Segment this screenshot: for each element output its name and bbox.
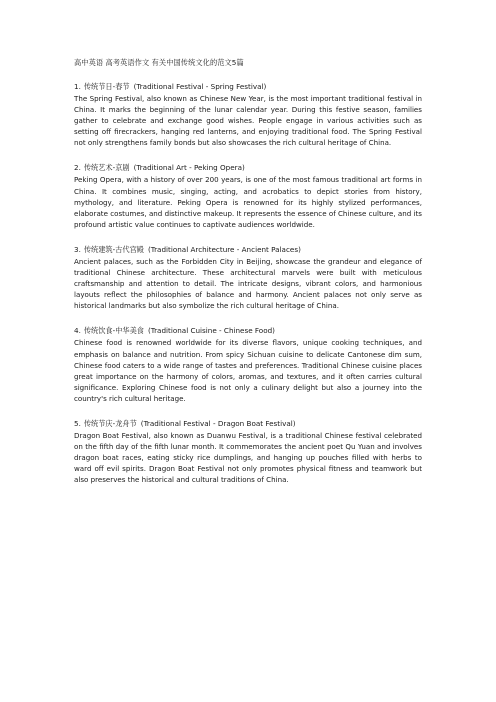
section-body: The Spring Festival, also known as Chinese New Year, is the most important traditional festival in China. It marks the beginning of the lunar calendar year. During this festive season, families gather to celebrate and exchange good wishes. People engage in various activities such as setting off firecrackers, hanging red lanterns, and enjoying traditional food. The Spring Festival not only strengthens family bonds but also showcases the rich cultural heritage of China. <box>74 94 422 148</box>
section-number: 4. <box>74 326 81 336</box>
section-number: 5. <box>74 418 81 428</box>
document-title: 高中英语 高考英语作文 有关中国传统文化的范文5篇 <box>74 58 244 67</box>
section-number: 2. <box>74 163 81 173</box>
document-page <box>74 58 422 500</box>
section-body: Peking Opera, with a history of over 200 years, is one of the most famous traditional art forms in China. It combines music, singing, acting, and acrobatics to depict stories from history, mythology, and literature. Peking Opera is renowned for its highly stylized performances, elaborate costumes, and distinctive makeup. It represents the essence of Chinese culture, and its profound artistic value continues to captivate audiences worldwide. <box>74 175 422 229</box>
section-heading <box>74 245 422 255</box>
section-title-zh: 传统建筑-古代宫殿 <box>83 244 144 254</box>
section-title-en: (Traditional Cuisine - Chinese Food) <box>147 326 275 336</box>
section-heading <box>74 163 422 173</box>
section-heading <box>74 82 422 92</box>
section-1 <box>74 82 422 148</box>
section-body: Chinese food is renowned worldwide for its diverse flavors, unique cooking techniques, and emphasis on balance and nutrition. From spicy Sichuan cuisine to delicate Cantonese dim sum, Chinese food caters to a wide range of tastes and preferences. Traditional Chinese cuisine places great importance on the harmony of colors, aromas, and textures, and it often carries cultural significance. Exploring Chinese food is not only a culinary delight but also a journey into the country's rich cultural heritage. <box>74 338 422 403</box>
section-title-en: (Traditional Festival - Dragon Boat Festival) <box>140 418 296 428</box>
section-body: Dragon Boat Festival, also known as Duanwu Festival, is a traditional Chinese festival celebrated on the fifth day of the fifth lunar month. It commemorates the ancient poet Qu Yuan and involves dragon boat races, eating sticky rice dumplings, and hanging up pouches filled with herbs to ward off evil spirits. Dragon Boat Festival not only promotes physical fitness and teamwork but also preserves the historical and cultural traditions of China. <box>74 430 422 485</box>
section-2 <box>74 163 422 229</box>
section-title-en: (Traditional Festival - Spring Festival) <box>133 82 267 91</box>
section-title-zh: 传统节日-春节 <box>83 82 130 91</box>
section-heading <box>74 419 422 429</box>
section-title-zh: 传统饮食-中华美食 <box>83 326 144 336</box>
section-5 <box>74 419 422 485</box>
section-4 <box>74 326 422 404</box>
section-title-zh: 传统艺术-京剧 <box>83 163 130 173</box>
section-title-en: (Traditional Art - Peking Opera) <box>133 163 245 173</box>
section-title-zh: 传统节庆-龙舟节 <box>83 418 137 428</box>
section-number: 3. <box>74 244 81 254</box>
section-3 <box>74 245 422 311</box>
section-heading <box>74 326 422 336</box>
section-number: 1. <box>74 82 81 91</box>
section-body: Ancient palaces, such as the Forbidden City in Beijing, showcase the grandeur and elegance of traditional Chinese architecture. These architectural marvels were built with meticulous craftsmanship and attention to detail. The intricate designs, vibrant colors, and harmonious layouts reflect the philosophies of balance and harmony. Ancient palaces not only serve as historical landmarks but also symbolize the rich cultural heritage of China. <box>74 256 422 311</box>
section-title-en: (Traditional Architecture - Ancient Palaces) <box>147 244 301 254</box>
